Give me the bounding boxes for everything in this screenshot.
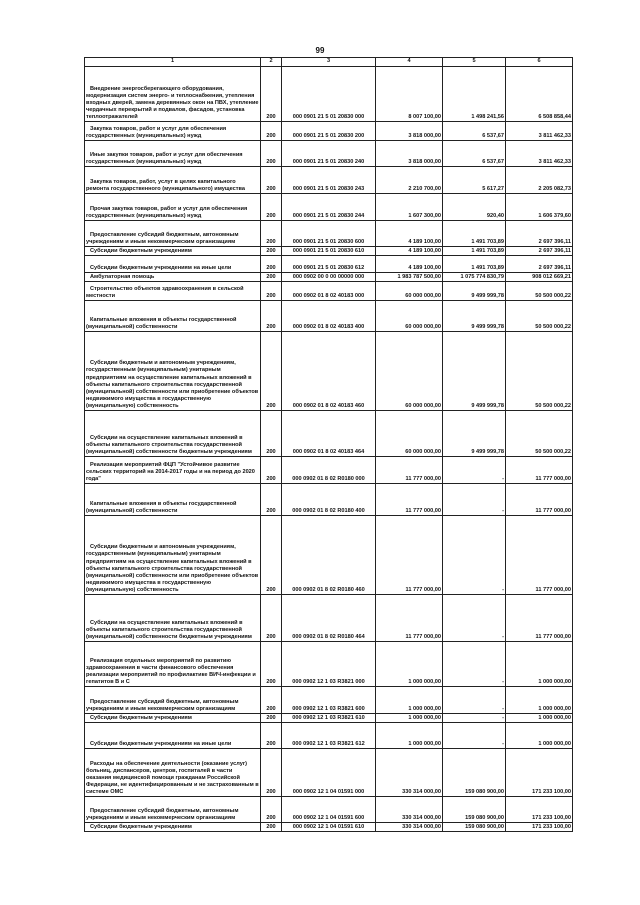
table-row <box>85 221 573 247</box>
row-unexecuted-cell: 50 500 000,22 <box>506 282 573 301</box>
row-approved-cell: 4 189 100,00 <box>376 247 443 256</box>
row-executed-cell: 9 499 999,78 <box>443 332 506 411</box>
header-cell-3: 3 <box>282 58 376 67</box>
row-line-code-cell: 200 <box>261 221 282 247</box>
row-name-cell: Реализация мероприятий ФЦП "Устойчивое развитие сельских территорий на 2014-2017 годы и на период до 2020 года" <box>85 457 261 484</box>
row-line-code-cell: 200 <box>261 484 282 516</box>
row-executed-cell: - <box>443 723 506 749</box>
row-budget-code-cell: 000 0901 21 5 01 20830 244 <box>282 194 376 221</box>
row-budget-code-cell: 000 0901 21 5 01 20830 200 <box>282 122 376 141</box>
row-unexecuted-cell: 1 000 000,00 <box>506 642 573 687</box>
table-row <box>85 484 573 516</box>
row-approved-cell: 8 007 100,00 <box>376 67 443 122</box>
table-row <box>85 411 573 457</box>
row-name-cell: Внедрение энергосберегающего оборудования, модернизация систем энерго- и теплоснабжения, утепления входных дверей, замена деревянных окон на ПВХ, утепление чердачных перекрытий и подвалов, фасадов, установка теплоотражателей <box>85 67 261 122</box>
row-unexecuted-cell: 1 000 000,00 <box>506 687 573 714</box>
row-executed-cell: 1 075 774 830,79 <box>443 273 506 282</box>
table-row <box>85 723 573 749</box>
row-budget-code-cell: 000 0902 01 8 02 40183 000 <box>282 282 376 301</box>
row-name-cell: Субсидии бюджетным учреждениям <box>85 823 261 832</box>
row-name-cell: Реализация отдельных мероприятий по развитию здравоохранения в части финансового обеспечения реализации мероприятий по профилактике ВИЧ-инфекции и гепатитов B и C <box>85 642 261 687</box>
row-budget-code-cell: 000 0902 01 8 02 R0180 460 <box>282 516 376 595</box>
row-name-cell: Субсидии на осуществление капитальных вложений в объекты капитального строительства государственной (муниципальной) собственности бюджетным учреждениям <box>85 411 261 457</box>
row-executed-cell: 6 537,67 <box>443 122 506 141</box>
row-executed-cell: 1 498 241,56 <box>443 67 506 122</box>
row-line-code-cell: 200 <box>261 723 282 749</box>
table-row <box>85 457 573 484</box>
row-unexecuted-cell: 11 777 000,00 <box>506 595 573 642</box>
row-approved-cell: 60 000 000,00 <box>376 411 443 457</box>
row-unexecuted-cell: 171 233 100,00 <box>506 749 573 797</box>
row-name-cell: Иные закупки товаров, работ и услуг для обеспечения государственных (муниципальных) нужд <box>85 141 261 167</box>
row-executed-cell: - <box>443 642 506 687</box>
row-approved-cell: 1 983 787 500,00 <box>376 273 443 282</box>
row-approved-cell: 1 000 000,00 <box>376 642 443 687</box>
row-name-cell: Амбулаторная помощь <box>85 273 261 282</box>
row-name-cell: Субсидии бюджетным учреждениям на иные цели <box>85 256 261 273</box>
row-approved-cell: 11 777 000,00 <box>376 516 443 595</box>
row-approved-cell: 11 777 000,00 <box>376 595 443 642</box>
row-executed-cell: 1 491 703,89 <box>443 247 506 256</box>
row-executed-cell: - <box>443 687 506 714</box>
row-unexecuted-cell: 3 811 462,33 <box>506 122 573 141</box>
row-name-cell: Предоставление субсидий бюджетным, автономным учреждениям и иным некоммерческим организациям <box>85 221 261 247</box>
row-name-cell: Субсидии бюджетным учреждениям на иные цели <box>85 723 261 749</box>
row-budget-code-cell: 000 0902 12 1 03 R3821 610 <box>282 714 376 723</box>
row-budget-code-cell: 000 0901 21 5 01 20830 243 <box>282 167 376 194</box>
row-unexecuted-cell: 11 777 000,00 <box>506 484 573 516</box>
row-executed-cell: - <box>443 595 506 642</box>
header-cell-6: 6 <box>506 58 573 67</box>
row-budget-code-cell: 000 0902 01 8 02 40183 460 <box>282 332 376 411</box>
row-budget-code-cell: 000 0901 21 5 01 20830 000 <box>282 67 376 122</box>
row-approved-cell: 1 000 000,00 <box>376 723 443 749</box>
table-row <box>85 595 573 642</box>
row-name-cell: Прочая закупка товаров, работ и услуг для обеспечения государственных (муниципальных) нужд <box>85 194 261 221</box>
row-executed-cell: - <box>443 484 506 516</box>
row-line-code-cell: 200 <box>261 256 282 273</box>
row-approved-cell: 1 000 000,00 <box>376 714 443 723</box>
table-row <box>85 332 573 411</box>
row-line-code-cell: 200 <box>261 67 282 122</box>
row-approved-cell: 330 314 000,00 <box>376 823 443 832</box>
table-row <box>85 256 573 273</box>
row-budget-code-cell: 000 0902 01 8 02 R0180 464 <box>282 595 376 642</box>
row-unexecuted-cell: 2 697 396,11 <box>506 256 573 273</box>
row-executed-cell: 9 499 999,78 <box>443 301 506 332</box>
row-unexecuted-cell: 11 777 000,00 <box>506 516 573 595</box>
row-approved-cell: 1 607 300,00 <box>376 194 443 221</box>
header-cell-2: 2 <box>261 58 282 67</box>
table-row <box>85 301 573 332</box>
row-budget-code-cell: 000 0902 12 1 03 R3821 612 <box>282 723 376 749</box>
row-unexecuted-cell: 171 233 100,00 <box>506 797 573 823</box>
row-approved-cell: 3 818 000,00 <box>376 141 443 167</box>
row-line-code-cell: 200 <box>261 642 282 687</box>
row-approved-cell: 330 314 000,00 <box>376 797 443 823</box>
table-header-row <box>85 58 573 67</box>
row-approved-cell: 11 777 000,00 <box>376 457 443 484</box>
row-unexecuted-cell: 908 012 669,21 <box>506 273 573 282</box>
table-row <box>85 141 573 167</box>
row-budget-code-cell: 000 0902 01 8 02 40183 464 <box>282 411 376 457</box>
row-name-cell: Субсидии на осуществление капитальных вложений в объекты капитального строительства государственной (муниципальной) собственности бюджетным учреждениям <box>85 595 261 642</box>
row-unexecuted-cell: 50 500 000,22 <box>506 301 573 332</box>
row-line-code-cell: 200 <box>261 332 282 411</box>
row-budget-code-cell: 000 0901 21 5 01 20830 612 <box>282 256 376 273</box>
row-executed-cell: 1 491 703,89 <box>443 221 506 247</box>
row-name-cell: Субсидии бюджетным учреждениям <box>85 714 261 723</box>
table-row <box>85 194 573 221</box>
row-executed-cell: 920,40 <box>443 194 506 221</box>
row-budget-code-cell: 000 0902 01 8 02 40183 400 <box>282 301 376 332</box>
row-executed-cell: 159 080 900,00 <box>443 797 506 823</box>
row-executed-cell: 9 499 999,78 <box>443 282 506 301</box>
row-line-code-cell: 200 <box>261 595 282 642</box>
row-line-code-cell: 200 <box>261 273 282 282</box>
row-approved-cell: 60 000 000,00 <box>376 332 443 411</box>
row-budget-code-cell: 000 0902 00 0 00 00000 000 <box>282 273 376 282</box>
row-line-code-cell: 200 <box>261 749 282 797</box>
table-row <box>85 749 573 797</box>
row-unexecuted-cell: 50 500 000,22 <box>506 411 573 457</box>
row-executed-cell: 6 537,67 <box>443 141 506 167</box>
row-budget-code-cell: 000 0902 12 1 03 R3821 600 <box>282 687 376 714</box>
row-line-code-cell: 200 <box>261 411 282 457</box>
row-line-code-cell: 200 <box>261 167 282 194</box>
row-executed-cell: 159 080 900,00 <box>443 823 506 832</box>
row-name-cell: Субсидии бюджетным и автономным учреждениям, государственным (муниципальным) унитарным предприятиям на осуществление капитальных вложений в объекты капитального строительства государственной (муниципальной) собственности или приобретение объектов недвижимого имущества в государственную (муниципальную) собственность <box>85 516 261 595</box>
row-unexecuted-cell: 50 500 000,22 <box>506 332 573 411</box>
row-name-cell: Субсидии бюджетным учреждениям <box>85 247 261 256</box>
row-executed-cell: 9 499 999,78 <box>443 411 506 457</box>
row-budget-code-cell: 000 0902 12 1 04 01591 610 <box>282 823 376 832</box>
row-approved-cell: 60 000 000,00 <box>376 282 443 301</box>
row-unexecuted-cell: 6 508 858,44 <box>506 67 573 122</box>
row-executed-cell: 5 617,27 <box>443 167 506 194</box>
row-line-code-cell: 200 <box>261 301 282 332</box>
row-name-cell: Капитальные вложения в объекты государственной (муниципальной) собственности <box>85 484 261 516</box>
budget-execution-table <box>84 57 573 832</box>
row-unexecuted-cell: 1 606 379,60 <box>506 194 573 221</box>
row-approved-cell: 3 818 000,00 <box>376 122 443 141</box>
row-name-cell: Строительство объектов здравоохранения в сельской местности <box>85 282 261 301</box>
table-row <box>85 714 573 723</box>
row-budget-code-cell: 000 0901 21 5 01 20830 610 <box>282 247 376 256</box>
row-approved-cell: 4 189 100,00 <box>376 221 443 247</box>
row-line-code-cell: 200 <box>261 282 282 301</box>
row-unexecuted-cell: 3 811 462,33 <box>506 141 573 167</box>
row-budget-code-cell: 000 0901 21 5 01 20830 240 <box>282 141 376 167</box>
row-approved-cell: 2 210 700,00 <box>376 167 443 194</box>
table-row <box>85 282 573 301</box>
table-row <box>85 516 573 595</box>
row-approved-cell: 1 000 000,00 <box>376 687 443 714</box>
table-row <box>85 823 573 832</box>
row-unexecuted-cell: 1 000 000,00 <box>506 714 573 723</box>
row-budget-code-cell: 000 0901 21 5 01 20830 600 <box>282 221 376 247</box>
row-line-code-cell: 200 <box>261 797 282 823</box>
row-budget-code-cell: 000 0902 12 1 03 R3821 000 <box>282 642 376 687</box>
table-row <box>85 122 573 141</box>
table-row <box>85 273 573 282</box>
row-line-code-cell: 200 <box>261 194 282 221</box>
table-row <box>85 642 573 687</box>
table-row <box>85 67 573 122</box>
row-executed-cell: - <box>443 516 506 595</box>
row-executed-cell: 1 491 703,89 <box>443 256 506 273</box>
row-name-cell: Закупка товаров, работ и услуг для обеспечения государственных (муниципальных) нужд <box>85 122 261 141</box>
table-row <box>85 167 573 194</box>
row-name-cell: Предоставление субсидий бюджетным, автономным учреждениям и иным некоммерческим организациям <box>85 687 261 714</box>
table-row <box>85 797 573 823</box>
row-line-code-cell: 200 <box>261 823 282 832</box>
table-row <box>85 687 573 714</box>
row-name-cell: Капитальные вложения в объекты государственной (муниципальной) собственности <box>85 301 261 332</box>
row-budget-code-cell: 000 0902 01 8 02 R0180 400 <box>282 484 376 516</box>
row-budget-code-cell: 000 0902 12 1 04 01591 000 <box>282 749 376 797</box>
row-unexecuted-cell: 1 000 000,00 <box>506 723 573 749</box>
row-executed-cell: - <box>443 457 506 484</box>
row-name-cell: Расходы на обеспечение деятельности (оказание услуг) больниц, диспансеров, центров, госпиталей в части оказания медицинской помощи гражданам Российской Федерации, не идентифицированным и не застрахованным в системе ОМС <box>85 749 261 797</box>
row-unexecuted-cell: 2 697 396,11 <box>506 247 573 256</box>
row-approved-cell: 11 777 000,00 <box>376 484 443 516</box>
row-unexecuted-cell: 171 233 100,00 <box>506 823 573 832</box>
row-executed-cell: - <box>443 714 506 723</box>
row-line-code-cell: 200 <box>261 141 282 167</box>
row-line-code-cell: 200 <box>261 457 282 484</box>
header-cell-5: 5 <box>443 58 506 67</box>
row-name-cell: Предоставление субсидий бюджетным, автономным учреждениям и иным некоммерческим организациям <box>85 797 261 823</box>
row-unexecuted-cell: 2 205 082,73 <box>506 167 573 194</box>
row-line-code-cell: 200 <box>261 714 282 723</box>
row-executed-cell: 159 080 900,00 <box>443 749 506 797</box>
header-cell-1: 1 <box>85 58 261 67</box>
row-unexecuted-cell: 11 777 000,00 <box>506 457 573 484</box>
row-line-code-cell: 200 <box>261 687 282 714</box>
row-approved-cell: 60 000 000,00 <box>376 301 443 332</box>
row-budget-code-cell: 000 0902 01 8 02 R0180 000 <box>282 457 376 484</box>
row-line-code-cell: 200 <box>261 247 282 256</box>
row-unexecuted-cell: 2 697 396,11 <box>506 221 573 247</box>
header-cell-4: 4 <box>376 58 443 67</box>
row-budget-code-cell: 000 0902 12 1 04 01591 600 <box>282 797 376 823</box>
table-row <box>85 247 573 256</box>
row-line-code-cell: 200 <box>261 516 282 595</box>
row-line-code-cell: 200 <box>261 122 282 141</box>
row-approved-cell: 4 189 100,00 <box>376 256 443 273</box>
row-name-cell: Субсидии бюджетным и автономным учреждениям, государственным (муниципальным) унитарным предприятиям на осуществление капитальных вложений в объекты капитального строительства государственной (муниципальной) собственности или приобретение объектов недвижимого имущества в государственную (муниципальную) собственность <box>85 332 261 411</box>
page-number: 99 <box>315 46 325 55</box>
row-approved-cell: 330 314 000,00 <box>376 749 443 797</box>
row-name-cell: Закупка товаров, работ, услуг в целях капитального ремонта государственного (муниципального) имущества <box>85 167 261 194</box>
